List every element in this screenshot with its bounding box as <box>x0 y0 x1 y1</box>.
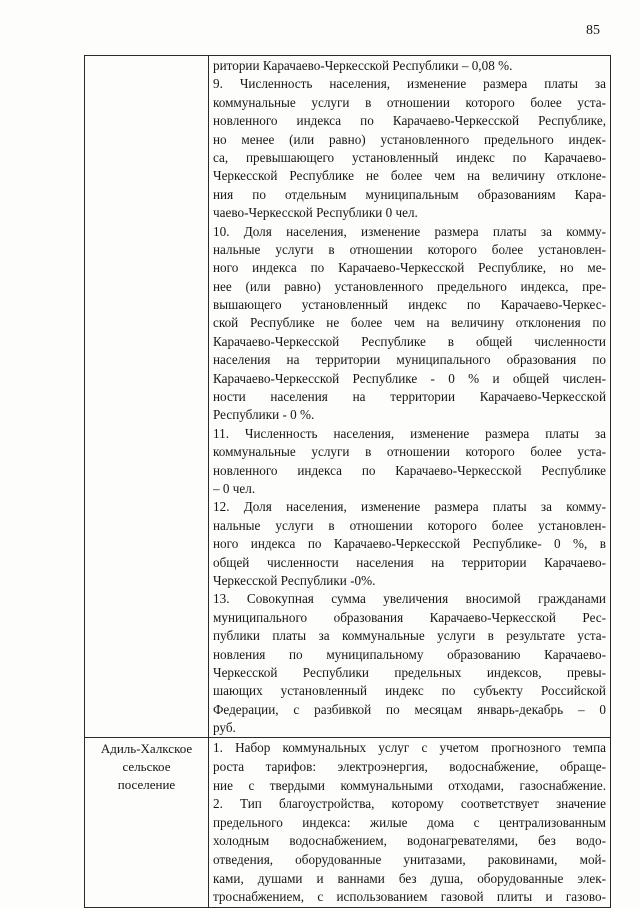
municipality-name-line: Адиль-Халкское <box>100 741 193 757</box>
text-line: населения на территории муниципального образования по <box>213 352 606 368</box>
text-line: новленного индекса по Карачаево-Черкесской Республике <box>213 462 606 478</box>
text-line: отведения, оборудованные унитазами, раковинами, мой- <box>213 852 606 868</box>
text-line: – 0 чел. <box>213 480 256 496</box>
municipality-name-line: поселение <box>117 777 176 793</box>
indicators-cell <box>209 738 611 907</box>
text-line: нальные услуги в отношении которого более установлен- <box>213 517 606 533</box>
text-line: Карачаево-Черкесской Республике - 0 % и общей числен- <box>213 370 606 386</box>
text-line: роста тарифов: электроэнергия, водоснабжение, обраще- <box>213 759 606 775</box>
text-line: Федерации, с разбивкой по месяцам январь-декабрь – 0 <box>213 701 606 717</box>
text-line: ности населения на территории Карачаево-Черкесской <box>213 389 606 405</box>
text-line: чаево-Черкесской Республики 0 чел. <box>213 205 418 221</box>
text-line: публики платы за коммунальные услуги в результате уста- <box>213 628 606 644</box>
table-row <box>85 738 611 907</box>
text-line: новленного индекса по Карачаево-Черкесской Республике, <box>213 113 606 129</box>
text-line: 9. Численность населения, изменение размера платы за <box>213 76 606 92</box>
text-line: новления по муниципальному образованию Карачаево- <box>213 646 606 662</box>
text-line: ками, душами и ваннами без душа, оборудованные элек- <box>213 870 606 886</box>
text-line: ской Республике не более чем на величину отклонения по <box>213 315 606 331</box>
text-line: Республики - 0 %. <box>213 407 315 423</box>
text-line: 2. Тип благоустройства, которому соответствует значение <box>213 796 606 812</box>
text-line: са, превышающего установленный индекс по Карачаево- <box>213 149 606 165</box>
municipality-cell <box>85 738 209 907</box>
text-line: 10. Доля населения, изменение размера платы за комму- <box>213 223 606 239</box>
text-line: шающих установленный индекс по субъекту Российской <box>213 683 606 699</box>
text-line: ного индекса по Карачаево-Черкесской Республике- 0 %, в <box>213 536 606 552</box>
text-line: общей численности населения на территории Карачаево- <box>213 554 606 570</box>
text-line: нальные услуги в отношении которого более установлен- <box>213 241 606 257</box>
text-line: Черкесской Республики -0%. <box>213 572 376 588</box>
municipality-cell <box>85 56 209 738</box>
page-number: 85 <box>586 23 600 38</box>
text-line: коммунальные услуги в отношении которого более уста- <box>213 94 606 110</box>
text-line: Черкесской Республике не более чем на величину отклоне- <box>213 168 606 184</box>
text-line: 1. Набор коммунальных услуг с учетом прогнозного темпа <box>213 740 606 756</box>
text-line: ния по отдельным муниципальным образованиям Кара- <box>213 186 606 202</box>
text-line: коммунальные услуги в отношении которого более уста- <box>213 444 606 460</box>
text-line: Карачаево-Черкесской Республике в общей численности <box>213 333 606 349</box>
text-line: троснабжением, с использованием газовой плиты и газово- <box>213 889 606 905</box>
text-line: ритории Карачаево-Черкесской Республики – 0,08 %. <box>213 58 513 73</box>
text-line: холодным водоснабжением, водонагревателями, без водо- <box>213 833 606 849</box>
text-line: 12. Доля населения, изменение размера платы за комму- <box>213 499 606 515</box>
text-line: Черкесской Республики предельных индексов, превы- <box>213 664 606 680</box>
text-line: ного индекса по Карачаево-Черкесской Республике, но ме- <box>213 260 606 276</box>
text-line: 13. Совокупная сумма увеличения вносимой гражданами <box>213 591 606 607</box>
text-line: руб. <box>213 720 236 736</box>
document-table <box>84 55 611 908</box>
text-line: ние с твердыми коммунальными отходами, газоснабжение. <box>213 777 606 793</box>
text-line: предельного индекса: жилые дома с централизованным <box>213 814 606 830</box>
indicators-cell <box>209 56 611 738</box>
text-line: вышающего установленный индекс по Карачаево-Черкес- <box>213 297 606 313</box>
table-row <box>85 56 611 738</box>
text-line: нее (или равно) установленного предельного индекса, пре- <box>213 278 606 294</box>
text-line: муниципального образования Карачаево-Черкесской Рес- <box>213 609 606 625</box>
municipality-name-line: сельское <box>122 759 171 775</box>
text-line: 11. Численность населения, изменение размера платы за <box>213 425 606 441</box>
text-line: но менее (или равно) установленного предельного индек- <box>213 131 606 147</box>
